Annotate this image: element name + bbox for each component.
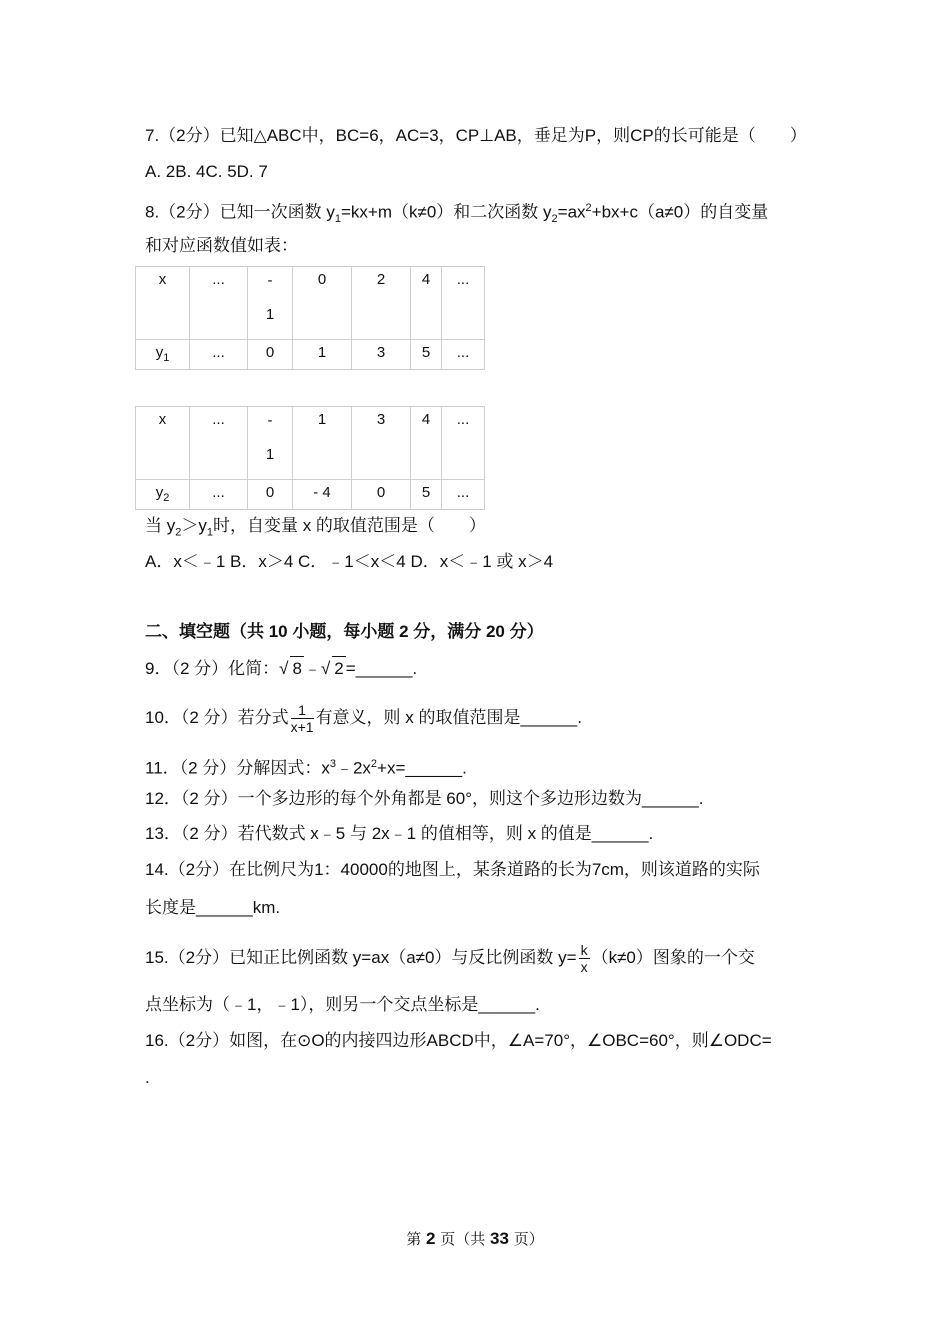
question-16-line2: . [145,1068,150,1087]
section-heading: 二、填空题（共 10 小题，每小题 2 分，满分 20 分） [145,622,544,641]
question-7-options: A. 2B. 4C. 5D. 7 [145,162,268,181]
footer-a: 第 [406,1230,427,1248]
cond-a: 当 y [145,516,176,535]
q8-sub2: 2 [551,213,558,226]
question-12: 12．（2 分）一个多边形的每个外角都是 60°，则这个多边形边数为______. [145,789,704,808]
question-8 [145,196,768,231]
denominator: x+1 [290,719,314,735]
value-table-2 [135,406,485,510]
table-cell: 4 [411,267,442,340]
table-cell: - 4 [293,480,352,510]
q8-sub1: 1 [334,213,341,226]
table-cell: ... [442,267,485,340]
q9-b: =______. [345,659,418,678]
footer-c: 页） [508,1230,544,1248]
question-9 [145,656,417,681]
q11-sup2: 2 [370,758,378,770]
page-number: 2 [426,1229,436,1248]
sqrt-sign-icon: √ [279,659,289,678]
radicand: 8 [290,656,303,681]
table-cell: x [136,267,190,340]
table-cell: 0 [293,267,352,340]
cond-sub1: 1 [206,526,213,539]
table-cell: ... [442,340,485,370]
q8-text-d: +bx+c（a≠0）的自变量 [591,202,769,222]
table-cell: 0 [248,340,293,370]
value-table-1 [135,266,485,370]
q11-a: 11．（2 分）分解因式：x [145,758,330,778]
table-cell: 3 [352,407,411,480]
page-footer [0,1228,950,1249]
y-sub: 1 [163,352,170,364]
question-15 [145,942,755,975]
table-cell: ... [190,407,248,480]
cond-b: ＞y [181,516,207,535]
q15-a: 15.（2分）已知正比例函数 y=ax（a≠0）与反比例函数 y= [145,947,577,967]
question-14: 14.（2分）在比例尺为1：40000的地图上，某条道路的长为7cm，则该道路的实际 [145,860,760,879]
page-total: 33 [490,1229,509,1248]
fraction [579,942,590,975]
question-10 [145,702,582,735]
q15-b: （k≠0）图象的一个交 [591,947,755,967]
footer-b: 页（共 [435,1230,491,1248]
question-7: 7.（2分）已知△ABC中，BC=6，AC=3，CP⊥AB，垂足为P，则CP的长可能是（ ） [145,126,807,145]
q9-a: 9．（2 分）化简： [145,659,280,678]
question-16: 16.（2分）如图，在⊙O的内接四边形ABCD中，∠A=70°，∠OBC=60°，则∠ODC= [145,1031,772,1050]
numerator: 1 [291,702,314,719]
table-cell [136,480,190,510]
question-15-line2: 点坐标为（﹣1，﹣1），则另一个交点坐标是______. [145,995,540,1014]
table-cell: 5 [411,480,442,510]
q8-text-c: =ax [557,202,586,222]
question-11 [145,752,467,781]
cond-c: 时，自变量 x 的取值范围是（ ） [212,516,486,535]
table-row [136,340,485,370]
q11-sup3: 3 [329,758,336,770]
table-cell: 0 [248,480,293,510]
question-8-condition [145,514,486,544]
table-cell: 3 [352,340,411,370]
q9-mid: ﹣ [303,659,321,678]
table-cell [248,407,293,480]
table-cell: 1 [293,340,352,370]
table-cell: ... [190,267,248,340]
radicand: 2 [332,656,345,681]
q8-text-b: =kx+m（k≠0）和二次函数 y [340,202,552,222]
question-13: 13．（2 分）若代数式 x﹣5 与 2x﹣1 的值相等，则 x 的值是______. [145,824,654,843]
table-cell: ... [442,480,485,510]
question-8-line2: 和对应函数值如表： [145,236,298,255]
table-cell: 4 [411,407,442,480]
table-cell: 2 [352,267,411,340]
cell-line: 1 [265,306,275,323]
sqrt-sign-icon: √ [320,659,331,678]
question-8-options: A．x＜﹣1 B．x＞4 C．﹣1＜x＜4 D．x＜﹣1 或 x＞4 [145,552,554,571]
denominator: x [580,959,588,975]
numerator: k [580,942,588,958]
table-cell: ... [190,480,248,510]
q8-sup2: 2 [585,202,592,214]
y-label: y [155,484,164,501]
q10-b: 有意义，则 x 的取值范围是______. [315,707,582,727]
table-cell: ... [442,407,485,480]
table-cell [136,340,190,370]
cell-line: - [267,272,273,289]
q11-c: +x=______. [377,758,467,778]
cond-sub2: 2 [175,526,182,539]
cell-line: - [267,412,273,429]
table-row [136,480,485,510]
q10-a: 10．（2 分）若分式 [145,707,289,727]
table-cell [248,267,293,340]
table-row [136,407,485,480]
y-sub: 2 [163,492,170,504]
table-cell: 0 [352,480,411,510]
q8-text-a: 8.（2分）已知一次函数 y [145,202,335,222]
table-cell: 5 [411,340,442,370]
cell-line: 1 [265,446,275,463]
question-14-line2: 长度是______km. [145,898,281,917]
table-cell: ... [190,340,248,370]
q11-b: ﹣2x [335,758,371,778]
table-cell: 1 [293,407,352,480]
fraction [291,702,314,735]
y-label: y [155,344,164,361]
table-cell: x [136,407,190,480]
table-row [136,267,485,340]
